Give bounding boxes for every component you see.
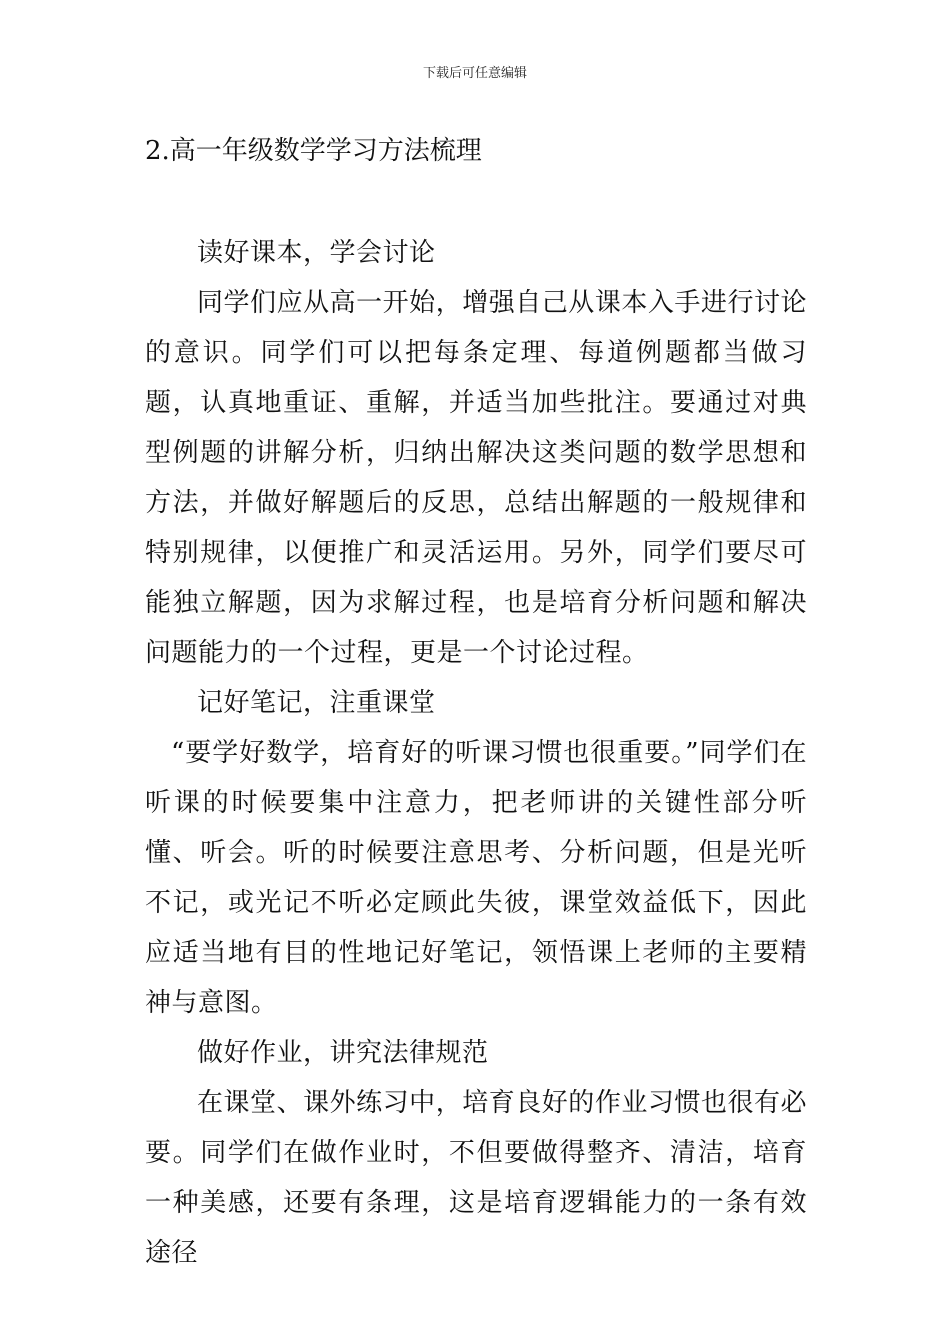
section-paragraph-reading: 同学们应从高一开始，增强自己从课本入手进行讨论的意识。同学们可以把每条定理、每道例题都当做习题，认真地重证、重解，并适当加些批注。要通过对典型例题的讲解分析，归纳出解决这类问题的数学思想和方法，并做好解题后的反思，总结出解题的一般规律和特别规律，以便推广和灵活运用。另外，同学们要尽可能独立解题，因为求解过程，也是培育分析问题和解决问题能力的一个过程，更是一个讨论过程。 xyxy=(145,288,807,668)
section-heading-notes: 记好笔记，注重课堂 xyxy=(197,688,436,718)
section-heading-homework: 做好作业，讲究法律规范 xyxy=(197,1038,489,1068)
section-paragraph-notes: “要学好数学，培育好的听课习惯也很重要。”同学们在听课的时候要集中注意力，把老师讲的关键性部分听懂、听会。听的时候要注意思考、分析问题，但是光听不记，或光记不听必定顾此失彼，课堂效益低下，因此应适当地有目的性地记好笔记，领悟课上老师的主要精神与意图。 xyxy=(145,738,807,1018)
document-title: 2.高一年级数学学习方法梳理 xyxy=(145,136,482,166)
section-heading-reading: 读好课本，学会讨论 xyxy=(197,238,436,268)
section-paragraph-homework: 在课堂、课外练习中，培育良好的作业习惯也很有必要。同学们在做作业时，不但要做得整齐、清洁，培育一种美感，还要有条理，这是培育逻辑能力的一条有效途径 xyxy=(145,1088,807,1268)
header-note: 下载后可任意编辑 xyxy=(422,66,527,81)
document-body xyxy=(145,228,807,1278)
